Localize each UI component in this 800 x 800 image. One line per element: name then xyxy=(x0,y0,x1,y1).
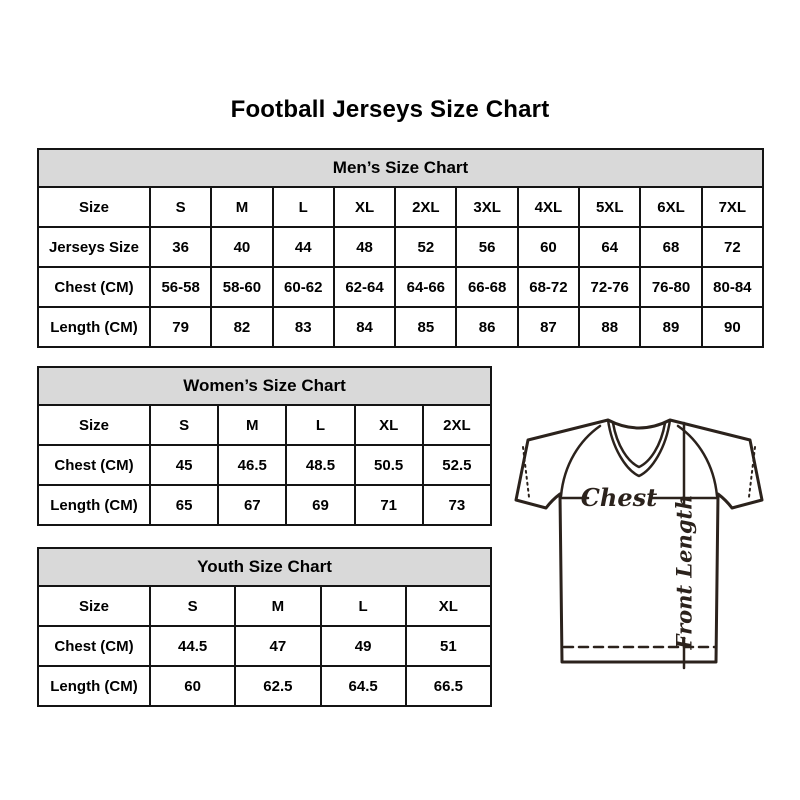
size-cell: S xyxy=(150,586,235,626)
mens-table-title: Men’s Size Chart xyxy=(38,149,763,187)
size-cell: XL xyxy=(406,586,491,626)
value-cell: 67 xyxy=(218,485,286,525)
value-cell: 49 xyxy=(321,626,406,666)
size-cell: S xyxy=(150,187,211,227)
value-cell: 48.5 xyxy=(286,445,354,485)
value-cell: 45 xyxy=(150,445,218,485)
size-cell: 4XL xyxy=(518,187,579,227)
womens-table-title: Women’s Size Chart xyxy=(38,367,491,405)
size-cell: L xyxy=(321,586,406,626)
value-cell: 44.5 xyxy=(150,626,235,666)
value-cell: 47 xyxy=(235,626,320,666)
value-cell: 40 xyxy=(211,227,272,267)
value-cell: 44 xyxy=(273,227,334,267)
womens-table-header-row xyxy=(38,367,491,405)
value-cell: 50.5 xyxy=(355,445,423,485)
mens-row-jerseys-size xyxy=(38,227,763,267)
size-cell: 6XL xyxy=(640,187,701,227)
value-cell: 72 xyxy=(702,227,763,267)
value-cell: 64-66 xyxy=(395,267,456,307)
value-cell: 80-84 xyxy=(702,267,763,307)
row-label: Size xyxy=(38,586,150,626)
youth-table-header-row xyxy=(38,548,491,586)
value-cell: 62-64 xyxy=(334,267,395,307)
size-cell: 3XL xyxy=(456,187,517,227)
womens-size-table xyxy=(37,366,492,526)
value-cell: 64 xyxy=(579,227,640,267)
value-cell: 82 xyxy=(211,307,272,347)
value-cell: 52 xyxy=(395,227,456,267)
mens-size-table xyxy=(37,148,764,348)
size-cell: 2XL xyxy=(423,405,491,445)
row-label: Length (CM) xyxy=(38,307,150,347)
size-cell: M xyxy=(211,187,272,227)
youth-row-size xyxy=(38,586,491,626)
value-cell: 86 xyxy=(456,307,517,347)
value-cell: 36 xyxy=(150,227,211,267)
value-cell: 73 xyxy=(423,485,491,525)
row-label: Chest (CM) xyxy=(38,445,150,485)
mens-row-length xyxy=(38,307,763,347)
row-label: Length (CM) xyxy=(38,666,150,706)
value-cell: 62.5 xyxy=(235,666,320,706)
size-cell: XL xyxy=(334,187,395,227)
size-cell: L xyxy=(273,187,334,227)
value-cell: 68-72 xyxy=(518,267,579,307)
value-cell: 48 xyxy=(334,227,395,267)
value-cell: 56-58 xyxy=(150,267,211,307)
value-cell: 66.5 xyxy=(406,666,491,706)
chest-measure-label: Chest xyxy=(580,483,658,512)
value-cell: 79 xyxy=(150,307,211,347)
womens-row-chest xyxy=(38,445,491,485)
jersey-measurement-diagram xyxy=(500,410,780,700)
size-cell: M xyxy=(235,586,320,626)
size-cell: XL xyxy=(355,405,423,445)
mens-row-size xyxy=(38,187,763,227)
row-label: Size xyxy=(38,405,150,445)
jersey-outline-icon xyxy=(500,410,780,700)
jersey-body-outline xyxy=(516,420,762,662)
value-cell: 84 xyxy=(334,307,395,347)
value-cell: 88 xyxy=(579,307,640,347)
size-cell: 5XL xyxy=(579,187,640,227)
womens-row-size xyxy=(38,405,491,445)
row-label: Size xyxy=(38,187,150,227)
value-cell: 46.5 xyxy=(218,445,286,485)
value-cell: 64.5 xyxy=(321,666,406,706)
value-cell: 89 xyxy=(640,307,701,347)
mens-row-chest xyxy=(38,267,763,307)
value-cell: 69 xyxy=(286,485,354,525)
value-cell: 76-80 xyxy=(640,267,701,307)
row-label: Length (CM) xyxy=(38,485,150,525)
row-label: Chest (CM) xyxy=(38,267,150,307)
value-cell: 60 xyxy=(518,227,579,267)
value-cell: 66-68 xyxy=(456,267,517,307)
mens-table-header-row xyxy=(38,149,763,187)
row-label: Chest (CM) xyxy=(38,626,150,666)
youth-row-chest xyxy=(38,626,491,666)
value-cell: 56 xyxy=(456,227,517,267)
front-length-measure-label: Front Length xyxy=(671,494,697,650)
row-label: Jerseys Size xyxy=(38,227,150,267)
size-cell: 2XL xyxy=(395,187,456,227)
size-cell: 7XL xyxy=(702,187,763,227)
value-cell: 90 xyxy=(702,307,763,347)
size-cell: S xyxy=(150,405,218,445)
page-title: Football Jerseys Size Chart xyxy=(230,96,550,123)
value-cell: 65 xyxy=(150,485,218,525)
value-cell: 68 xyxy=(640,227,701,267)
value-cell: 87 xyxy=(518,307,579,347)
size-cell: M xyxy=(218,405,286,445)
value-cell: 83 xyxy=(273,307,334,347)
youth-table-title: Youth Size Chart xyxy=(38,548,491,586)
womens-row-length xyxy=(38,485,491,525)
youth-size-table xyxy=(37,547,492,707)
value-cell: 60-62 xyxy=(273,267,334,307)
value-cell: 85 xyxy=(395,307,456,347)
size-cell: L xyxy=(286,405,354,445)
value-cell: 51 xyxy=(406,626,491,666)
value-cell: 60 xyxy=(150,666,235,706)
youth-row-length xyxy=(38,666,491,706)
value-cell: 72-76 xyxy=(579,267,640,307)
value-cell: 58-60 xyxy=(211,267,272,307)
value-cell: 52.5 xyxy=(423,445,491,485)
value-cell: 71 xyxy=(355,485,423,525)
